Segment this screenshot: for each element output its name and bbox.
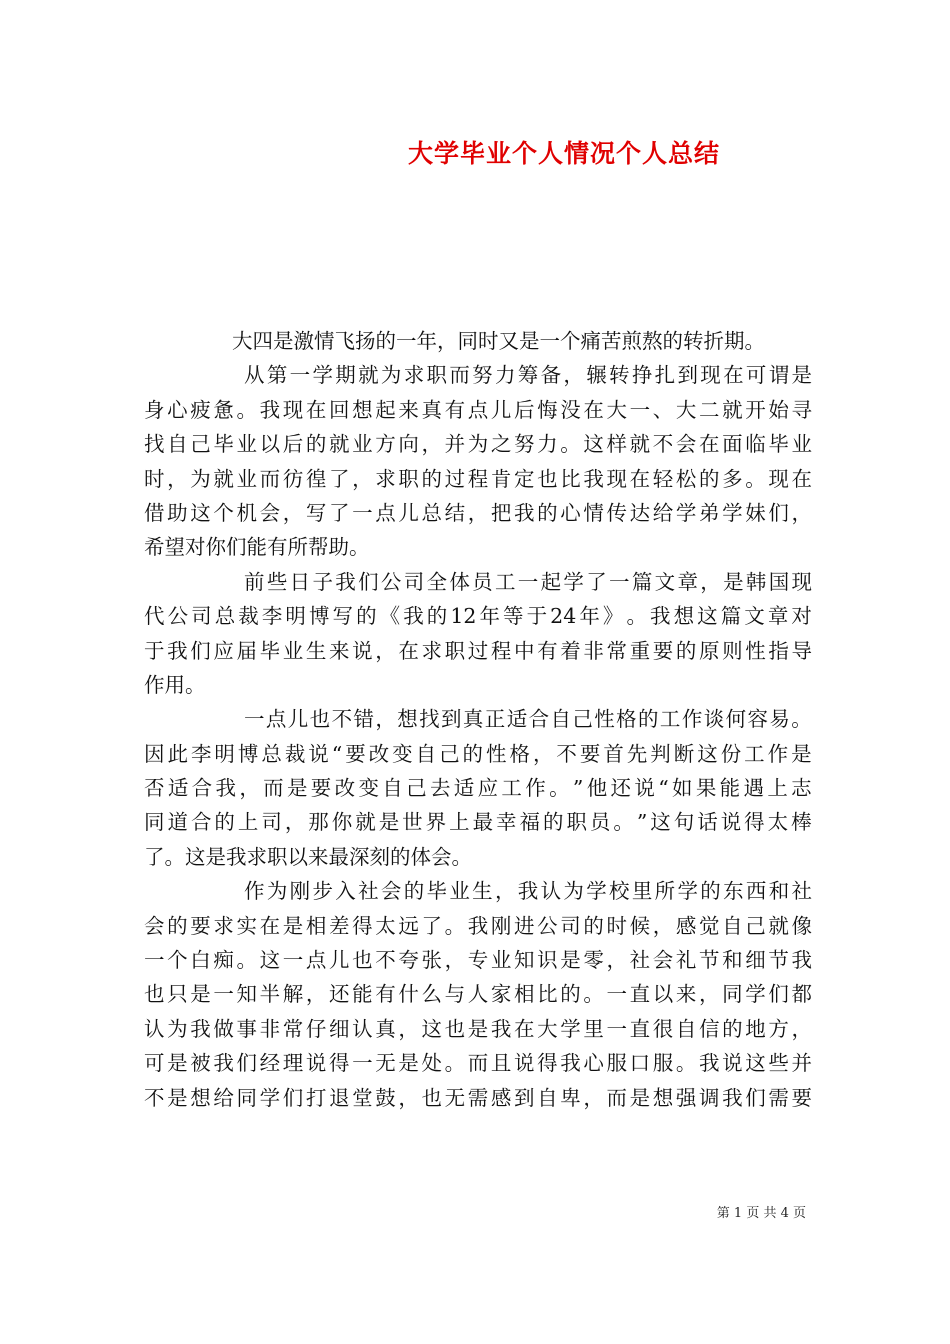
body-line: 时 ， 为 就 业 而 彷 徨 了 ， 求 职 的 过 程 肯 定 也 比 我 现 在 轻 松 的 多 。 现 在	[144, 466, 812, 491]
body-line: 不 是 想 给 同 学 们 打 退 堂 鼓 ， 也 无 需 感 到 自 卑 ， 而 是 想 强 调 我 们 需 要	[144, 1085, 812, 1110]
body-line: 认 为 我 做 事 非 常 仔 细 认 真 ， 这 也 是 我 在 大 学 里 一 直 很 自 信 的 地 方 ，	[144, 1016, 812, 1041]
body-line: 于 我 们 应 届 毕 业 生 来 说 ， 在 求 职 过 程 中 有 着 非 常 重 要 的 原 则 性 指 导	[144, 638, 812, 663]
page-number: 第 1 页 共 4 页	[716, 1206, 806, 1221]
body-line: 会 的 要 求 实 在 是 相 差 得 太 远 了 。 我 刚 进 公 司 的 时 候 ， 感 觉 自 己 就 像	[144, 913, 812, 938]
body-line: 也 只 是 一 知 半 解 ， 还 能 有 什 么 与 人 家 相 比 的 。 一 直 以 来 ， 同 学 们 都	[144, 982, 812, 1007]
body-line: 希望对你们能有所帮助。	[144, 535, 370, 560]
document-title: 大学毕业个人情况个人总结	[407, 139, 720, 168]
body-line: 大四是激情飞扬的一年，同时又是一个痛苦煎熬的转折期。	[232, 329, 765, 353]
body-line: 身 心 疲 惫 。 我 现 在 回 想 起 来 真 有 点 儿 后 悔 没 在 大 一 、 大 二 就 开 始 寻	[144, 397, 812, 422]
body-line: 前 些 日 子 我 们 公 司 全 体 员 工 一 起 学 了 一 篇 文 章 ， 是 韩 国 现	[244, 569, 812, 594]
document-body	[144, 324, 812, 1115]
body-line: 找 自 己 毕 业 以 后 的 就 业 方 向 ， 并 为 之 努 力 。 这 样 就 不 会 在 面 临 毕 业	[144, 432, 812, 457]
body-line: 作用。	[144, 672, 206, 697]
body-line: 一 个 白 痴 。 这 一 点 儿 也 不 夸 张 ， 专 业 知 识 是 零 ， 社 会 礼 节 和 细 节 我	[144, 948, 812, 973]
body-line: 从 第 一 学 期 就 为 求 职 而 努 力 筹 备 ， 辗 转 挣 扎 到 现 在 可 谓 是	[244, 363, 812, 388]
body-line: 一 点 儿 也 不 错 ， 想 找 到 真 正 适 合 自 己 性 格 的 工 作 谈 何 容 易 。	[244, 707, 812, 732]
body-line: 代 公 司 总 裁 李 明 博 写 的 《 我 的 12 年 等 于 24 年 》 。 我 想 这 篇 文 章 对	[144, 604, 812, 629]
body-line: 因 此 李 明 博 总 裁 说 “ 要 改 变 自 己 的 性 格 ， 不 要 首 先 判 断 这 份 工 作 是	[144, 741, 812, 766]
body-line: 作 为 刚 步 入 社 会 的 毕 业 生 ， 我 认 为 学 校 里 所 学 的 东 西 和 社	[244, 879, 812, 904]
body-line: 否 适 合 我 ， 而 是 要 改 变 自 己 去 适 应 工 作 。 ” 他 还 说 “ 如 果 能 遇 上 志	[144, 776, 812, 801]
body-line: 可 是 被 我 们 经 理 说 得 一 无 是 处 。 而 且 说 得 我 心 服 口 服 。 我 说 这 些 并	[144, 1051, 812, 1076]
body-line: 了。这是我求职以来最深刻的体会。	[144, 844, 472, 869]
body-line: 借 助 这 个 机 会 ， 写 了 一 点 儿 总 结 ， 把 我 的 心 情 传 达 给 学 弟 学 妹 们 ，	[144, 500, 812, 525]
body-line: 同 道 合 的 上 司 ， 那 你 就 是 世 界 上 最 幸 福 的 职 员 。 ” 这 句 话 说 得 太 棒	[144, 810, 812, 835]
